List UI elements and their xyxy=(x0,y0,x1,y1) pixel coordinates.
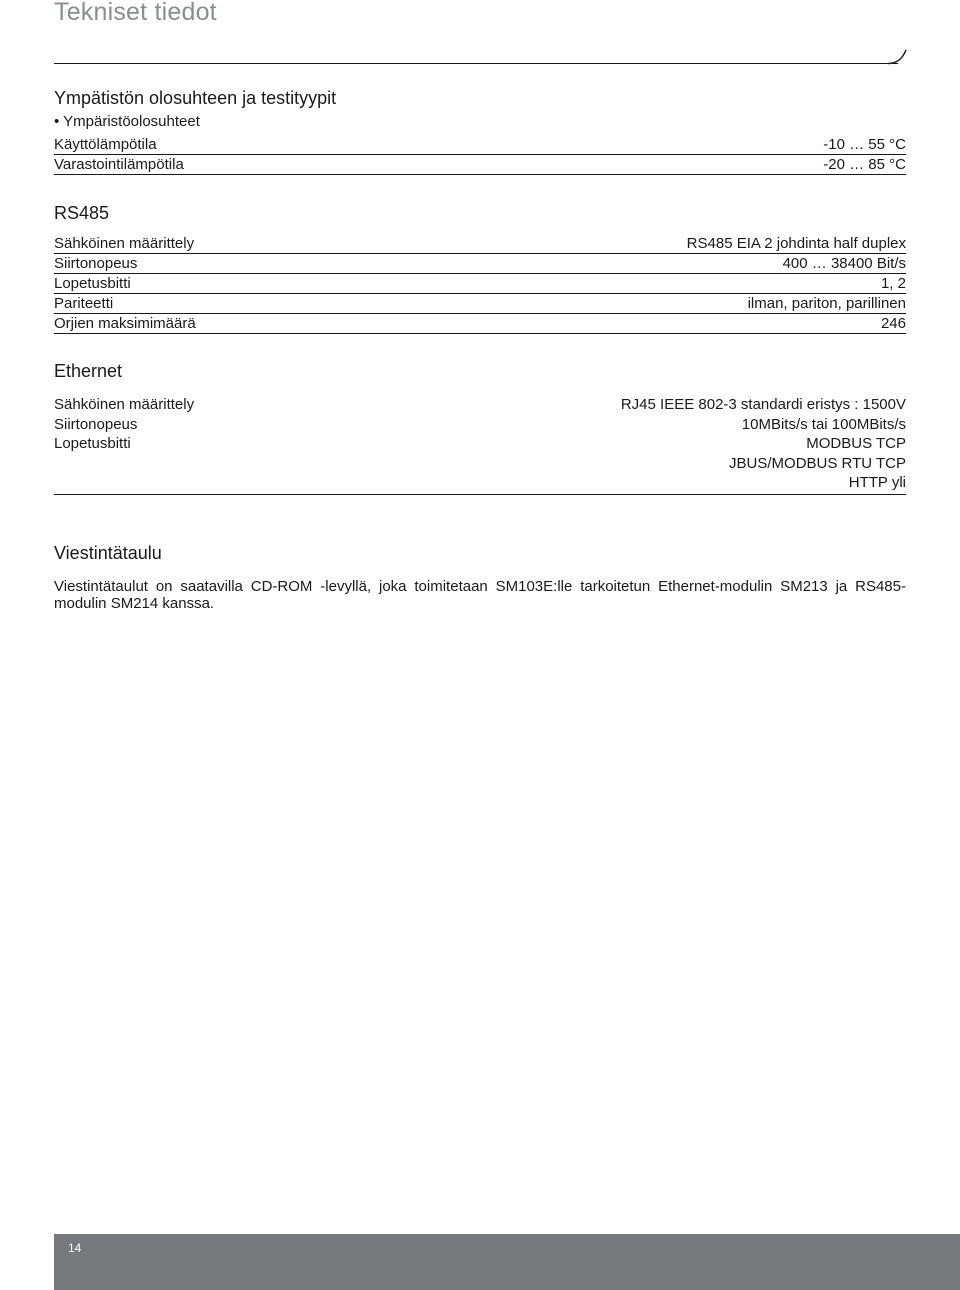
spec-value: 10MBits/s tai 100MBits/s xyxy=(741,415,906,433)
spec-row-electrical xyxy=(54,234,906,254)
comm-table-heading: Viestintätaulu xyxy=(54,543,162,563)
spec-label: Orjien maksimimäärä xyxy=(54,315,196,332)
spec-label: Varastointilämpötila xyxy=(54,156,184,173)
spec-label: Lopetusbitti xyxy=(54,275,131,292)
environment-heading: Ympätistön olosuhteen ja testityypit xyxy=(54,88,337,108)
spec-label: Sähköinen määrittely xyxy=(54,396,195,413)
spec-row-operating-temp xyxy=(54,135,906,155)
spec-value: MODBUS TCP xyxy=(806,435,906,452)
spec-value: RJ45 IEEE 802-3 standardi eristys : 1500V xyxy=(620,396,906,413)
spec-value: HTTP yli xyxy=(848,474,906,491)
spec-row-max-slaves xyxy=(54,314,906,334)
page-title: Tekniset tiedot xyxy=(54,0,217,26)
spec-label: Lopetusbitti xyxy=(54,435,131,452)
spec-value: 1, 2 xyxy=(880,275,906,292)
spec-value: 400 … 38400 Bit/s xyxy=(782,255,906,272)
header-corner-curve xyxy=(888,48,908,66)
ethernet-values xyxy=(621,395,906,493)
rs485-section xyxy=(54,203,906,334)
environment-bullet: • Ympäristöolosuhteet xyxy=(54,113,200,130)
spec-value: JBUS/MODBUS RTU TCP xyxy=(729,454,906,472)
spec-label: Siirtonopeus xyxy=(54,255,138,272)
spec-label: Pariteetti xyxy=(54,295,114,312)
spec-label: Käyttölämpötila xyxy=(54,136,157,153)
footer-bar xyxy=(54,1234,960,1290)
spec-value: -20 … 85 °C xyxy=(823,156,906,173)
rs485-heading: RS485 xyxy=(54,203,110,223)
header-rule xyxy=(54,63,898,64)
spec-row-stop-bit xyxy=(54,274,906,294)
spec-row-storage-temp xyxy=(54,155,906,175)
comm-table-paragraph: Viestintätaulut on saatavilla CD-ROM -levyllä, joka toimitetaan SM103E:lle tarkoitetun Ethernet-modulin SM213 ja RS485-modulin SM214 kanssa. xyxy=(54,578,906,612)
spec-value: RS485 EIA 2 johdinta half duplex xyxy=(686,235,906,252)
spec-label: Sähköinen määrittely xyxy=(54,235,195,252)
spec-label: Siirtonopeus xyxy=(54,415,138,433)
spec-row-baud-rate xyxy=(54,254,906,274)
comm-table-section xyxy=(54,543,906,612)
ethernet-heading: Ethernet xyxy=(54,361,123,381)
spec-value: ilman, pariton, parillinen xyxy=(747,295,906,312)
ethernet-spec-block xyxy=(54,395,906,495)
environment-section xyxy=(54,88,906,175)
ethernet-labels xyxy=(54,395,194,493)
page-number: 14 xyxy=(68,1241,82,1255)
spec-row-parity xyxy=(54,294,906,314)
spec-value: -10 … 55 °C xyxy=(823,136,906,153)
ethernet-section xyxy=(54,361,906,495)
spec-value: 246 xyxy=(880,315,906,332)
